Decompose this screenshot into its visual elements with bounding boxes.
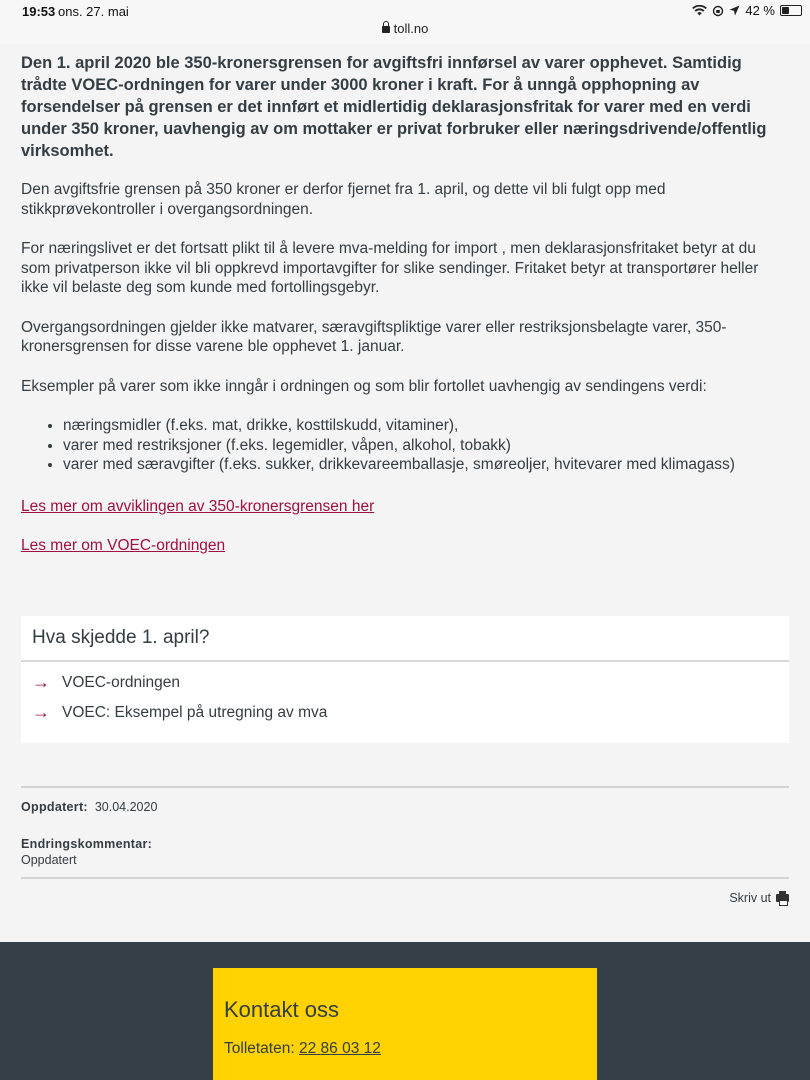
list-item: • varer med restriksjoner (f.eks. legemidler, våpen, alkohol, tobakk): [63, 436, 781, 456]
link-voec-ordningen[interactable]: Les mer om VOEC-ordningen: [21, 536, 226, 554]
status-bar: [0, 0, 810, 44]
contact-box: [213, 968, 597, 1080]
examples-list: [21, 416, 781, 475]
article-paragraph: Eksempler på varer som ikke inngår i ordningen og som blir fortollet uavhengig av sendingens verdi:: [21, 377, 707, 395]
comment-label-wrap: [21, 837, 152, 851]
article-paragraph: Overgangsordningen gjelder ikke matvarer, særavgiftspliktige varer eller restriksjonsbelagte varer, 350-kronersgrensen for disse varene ble opphevet 1. januar.: [21, 318, 727, 355]
battery-icon: [780, 5, 802, 16]
updated-label: Oppdatert:: [21, 800, 88, 814]
related-link-label: VOEC-ordningen: [62, 673, 181, 691]
print-button[interactable]: [729, 891, 789, 905]
divider: [21, 786, 789, 788]
arrow-right-icon: →: [32, 702, 50, 722]
battery-percent: 42 %: [745, 3, 775, 18]
status-icons: [692, 3, 802, 18]
comment-label: Endringskommentar:: [21, 837, 153, 851]
status-time: 19:53: [22, 4, 56, 19]
printer-icon: [776, 894, 789, 902]
list-item: • varer med særavgifter (f.eks. sukker, drikkevareemballasje, smøreoljer, hvitevarer med klimagass): [63, 455, 781, 475]
contact-title: Kontakt oss: [224, 997, 339, 1022]
arrow-right-icon: →: [32, 672, 50, 692]
link-350-kronersgrensen[interactable]: Les mer om avviklingen av 350-kronersgrensen her: [21, 497, 375, 515]
related-link-voec[interactable]: [32, 672, 180, 693]
updated-value: 30.04.2020: [94, 800, 158, 814]
rotation-lock-icon: [712, 5, 724, 17]
print-label: Skriv ut: [729, 891, 771, 905]
list-item: • næringsmidler (f.eks. mat, drikke, kosttilskudd, vitaminer),: [63, 416, 781, 436]
article-lead: Den 1. april 2020 ble 350-kronersgrensen for avgiftsfri innførsel av varer opphevet. Samtidig trådte VOEC-ordningen for varer under 3000 kroner i kraft. For å unngå opphopning av forsendelser på grensen er det innført et midlertidig deklarasjonsfritak for varer med en verdi under 350 kroner, uavhengig av om mottaker er privat forbruker eller næringsdrivende/offentlig virksomhet.: [21, 54, 767, 160]
article-paragraph: For næringslivet er det fortsatt plikt til å levere mva-melding for import , men deklarasjonsfritaket betyr at du som privatperson ikke vil bli oppkrevd importavgifter for slike sendinger. Fritaket betyr at transportører heller ikke vil belaste deg som kunde med fortollingsgebyr.: [21, 240, 759, 296]
updated-info: [21, 800, 157, 814]
comment-value: Oppdatert: [21, 853, 77, 867]
related-link-label: VOEC: Eksempel på utregning av mva: [62, 703, 328, 721]
related-panel: [21, 616, 789, 743]
location-icon: [729, 5, 740, 16]
wifi-icon: [692, 5, 707, 16]
footer: [0, 942, 810, 1080]
article-body: [21, 52, 781, 556]
divider: [21, 877, 789, 879]
status-date: ons. 27. mai: [58, 4, 129, 19]
related-link-voec-example[interactable]: [32, 702, 327, 723]
url-text: toll.no: [393, 21, 429, 36]
contact-phone: [224, 1040, 381, 1058]
lock-icon: [382, 26, 390, 33]
related-title: Hva skjedde 1. april?: [21, 616, 789, 662]
phone-label: Tolletaten:: [224, 1040, 295, 1057]
phone-number-link[interactable]: 22 86 03 12: [298, 1040, 381, 1057]
address-bar[interactable]: [0, 21, 810, 36]
article-paragraph: Den avgiftsfrie grensen på 350 kroner er derfor fjernet fra 1. april, og dette vil bli fulgt opp med stikkprøvekontroller i overgangsordningen.: [21, 181, 666, 218]
